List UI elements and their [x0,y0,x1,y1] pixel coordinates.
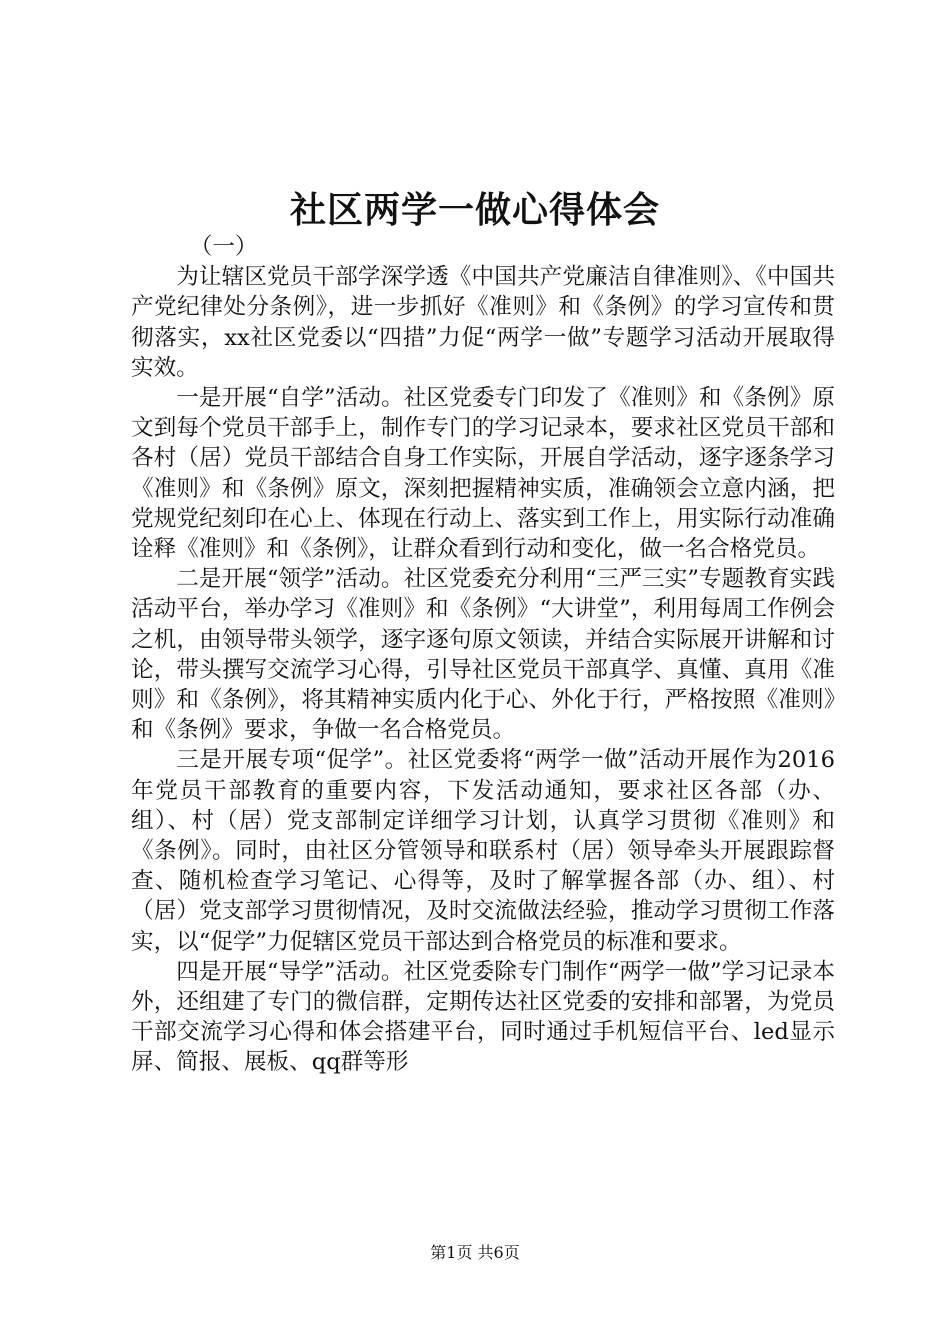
document-title: 社区两学一做心得体会 [289,189,660,231]
paragraph-intro: 为让辖区党员干部学深学透《中国共产党廉洁自律准则》、《中国共产党纪律处分条例》，进一步抓好《准则》和《条例》的学习宣传和贯彻落实，xx社区党委以“四措”力促“两学一做”专题学习活动开展取得实效。 [131,264,835,381]
paragraph-promote-study: 三是开展专项“促学”。社区党委将“两学一做”活动开展作为2016年党员干部教育的重要内容，下发活动通知，要求社区各部（办、组）、村（居）党支部制定详细学习计划，认真学习贯彻《准则》和《条例》。同时，由社区分管领导和联系村（居）领导牵头开展跟踪督查、随机检查学习笔记、心得等，及时了解掌握各部（办、组）、村（居）党支部学习贯彻情况，及时交流做法经验，推动学习贯彻工作落实，以“促学”力促辖区党员干部达到合格党员的标准和要求。 [131,747,835,955]
paragraph-guide-study: 四是开展“导学”活动。社区党委除专门制作“两学一做”学习记录本外，还组建了专门的微信群，定期传达社区党委的安排和部署，为党员干部交流学习心得和体会搭建平台，同时通过手机短信平台、led显示屏、简报、展板、qq群等形 [131,958,835,1076]
paragraph-lead-study: 二是开展“领学”活动。社区党委充分利用“三严三实”专题教育实践活动平台，举办学习《准则》和《条例》“大讲堂”，利用每周工作例会之机，由领导带头领学，逐字逐句原文领读，并结合实际展开讲解和讨论，带头撰写交流学习心得，引导社区党员干部真学、真懂、真用《准则》和《条例》，将其精神实质内化于心、外化于行，严格按照《准则》和《条例》要求，争做一名合格党员。 [131,566,835,744]
section-number: （一） [189,234,258,260]
page-footer: 第1页 共6页 [430,1243,520,1262]
document-body [131,232,835,1078]
paragraph-self-study: 一是开展“自学”活动。社区党委专门印发了《准则》和《条例》原文到每个党员干部手上，制作专门的学习记录本，要求社区党员干部和各村（居）党员干部结合自身工作实际，开展自学活动，逐字逐条学习《准则》和《条例》原文，深刻把握精神实质，准确领会立意内涵，把党规党纪刻印在心上、体现在行动上、落实到工作上，用实际行动准确诠释《准则》和《条例》，让群众看到行动和变化，做一名合格党员。 [131,385,835,563]
